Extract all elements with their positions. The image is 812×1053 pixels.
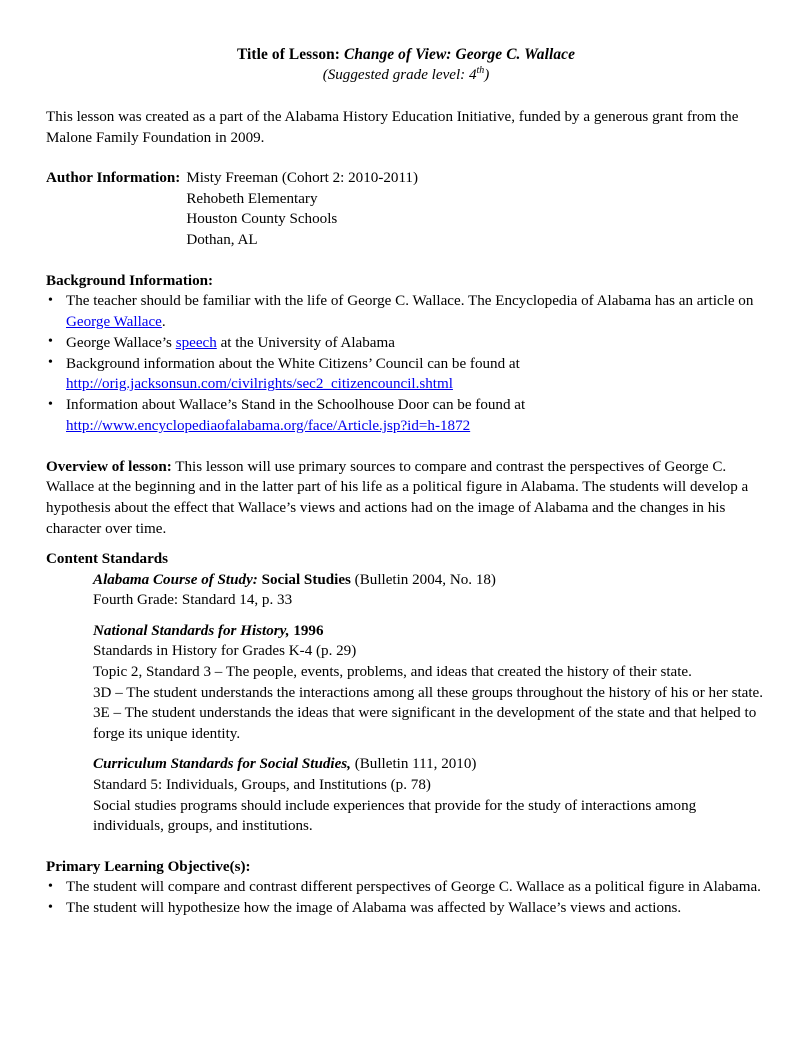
george-wallace-link[interactable]: George Wallace — [66, 313, 162, 330]
bullet-text: • Information about Wallace’s Stand in the Schoolhouse Door can be found at — [66, 397, 526, 414]
author-label: Author Information: — [46, 170, 181, 187]
alabama-title-rest: (Bulletin 2004, No. 18) — [350, 571, 496, 588]
author-lines — [186, 168, 418, 250]
intro-paragraph: This lesson was created as a part of the Alabama History Education Initiative, funded by a generous grant from the Malone Family Foundation in 2009. — [46, 109, 739, 146]
bullet-text-tail: . — [161, 313, 166, 330]
page-title — [46, 44, 766, 65]
national-title-italic: National Standards for History, — [93, 622, 290, 639]
list-item: • The student will compare and contrast different perspectives of George C. Wallace as a political figure in Alabama. — [46, 877, 766, 898]
spacer — [46, 837, 766, 857]
overview-text: This lesson will use primary sources to compare and contrast the perspectives of George C. Wallace at the beginning and in the latter part of his life as a political figure in Alabama. The students will develop a hypothesis about the effect that Wallace’s views and actions had on the image of Alabama and the changes in his character over time. — [46, 458, 749, 537]
objectives-heading: Primary Learning Objective(s): — [46, 858, 251, 875]
citizens-council-url[interactable]: http://orig.jacksonsun.com/civilrights/sec2_citizencouncil.shtml — [66, 376, 453, 393]
background-bullet-list — [46, 291, 766, 437]
spacer — [46, 611, 766, 621]
author-line: Rehobeth Elementary — [186, 190, 318, 207]
overview-paragraph — [46, 457, 766, 539]
list-item — [46, 333, 766, 354]
list-item — [46, 291, 766, 333]
alabama-title-line — [93, 570, 766, 591]
spacer — [46, 251, 766, 271]
national-line-3d: 3D – The student understands the interactions among all these groups throughout the history of his or her state. — [93, 684, 764, 701]
bullet-text-tail: at the University of Alabama — [216, 334, 395, 351]
page-subtitle — [46, 65, 766, 86]
overview-label: Overview of lesson: — [46, 458, 172, 475]
author-line: Houston County Schools — [186, 211, 338, 228]
alabama-title-italic: Alabama Course of Study: — [93, 571, 258, 588]
author-line: Dothan, AL — [186, 231, 258, 248]
curriculum-line-3: Social studies programs should include experiences that provide for the study of interactions among individuals, groups, and institutions. — [93, 797, 697, 835]
spacer — [46, 539, 766, 549]
list-item: • The student will hypothesize how the image of Alabama was affected by Wallace’s views and actions. — [46, 898, 766, 919]
curriculum-title-rest: (Bulletin 111, 2010) — [350, 756, 477, 773]
spacer — [46, 437, 766, 457]
national-standards-block — [93, 621, 766, 745]
national-title-line — [93, 621, 766, 642]
bullet-text: George Wallace’s — [66, 334, 176, 351]
author-information — [46, 168, 766, 250]
curriculum-standards-block — [93, 754, 766, 836]
curriculum-title-line — [93, 754, 766, 775]
alabama-title-bold: Social Studies — [257, 571, 351, 588]
title-label: Title of Lesson: — [236, 46, 341, 63]
speech-link[interactable]: speech — [175, 334, 217, 351]
list-item — [46, 395, 766, 437]
curriculum-line-2: Standard 5: Individuals, Groups, and Institutions (p. 78) — [93, 777, 431, 794]
bullet-text: • Background information about the White Citizens’ Council can be found at — [66, 355, 520, 372]
alabama-course-of-study-block — [93, 570, 766, 611]
title-value: Change of View: George C. Wallace — [344, 46, 576, 63]
content-standards-heading: Content Standards — [46, 551, 169, 568]
objectives-list — [46, 877, 766, 919]
curriculum-title-italic: Curriculum Standards for Social Studies, — [93, 756, 351, 773]
spacer — [46, 148, 766, 168]
national-line-3e: 3E – The student understands the ideas that were significant in the development of the state and that helped to forge its unique identity. — [93, 705, 757, 742]
national-line-3: Topic 2, Standard 3 – The people, events, problems, and ideas that created the history of their state. — [93, 664, 692, 681]
national-title-bold: 1996 — [289, 622, 324, 639]
schoolhouse-door-url[interactable]: http://www.encyclopediaofalabama.org/face/Article.jsp?id=h-1872 — [66, 417, 471, 434]
subtitle-superscript: th — [476, 64, 485, 76]
subtitle-prefix: (Suggested grade level: 4 — [322, 67, 477, 83]
background-heading: Background Information: — [46, 272, 214, 289]
list-item — [46, 354, 766, 396]
bullet-text: The teacher should be familiar with the life of George C. Wallace. The Encyclopedia of Alabama has an article on — [66, 293, 754, 310]
document-content — [46, 44, 766, 919]
alabama-standard-line: Fourth Grade: Standard 14, p. 33 — [93, 592, 293, 609]
national-line-2: Standards in History for Grades K-4 (p. 29) — [93, 643, 357, 660]
author-line: Misty Freeman (Cohort 2: 2010-2011) — [186, 170, 419, 187]
spacer — [46, 744, 766, 754]
spacer — [46, 86, 766, 107]
subtitle-suffix: ) — [484, 67, 490, 83]
